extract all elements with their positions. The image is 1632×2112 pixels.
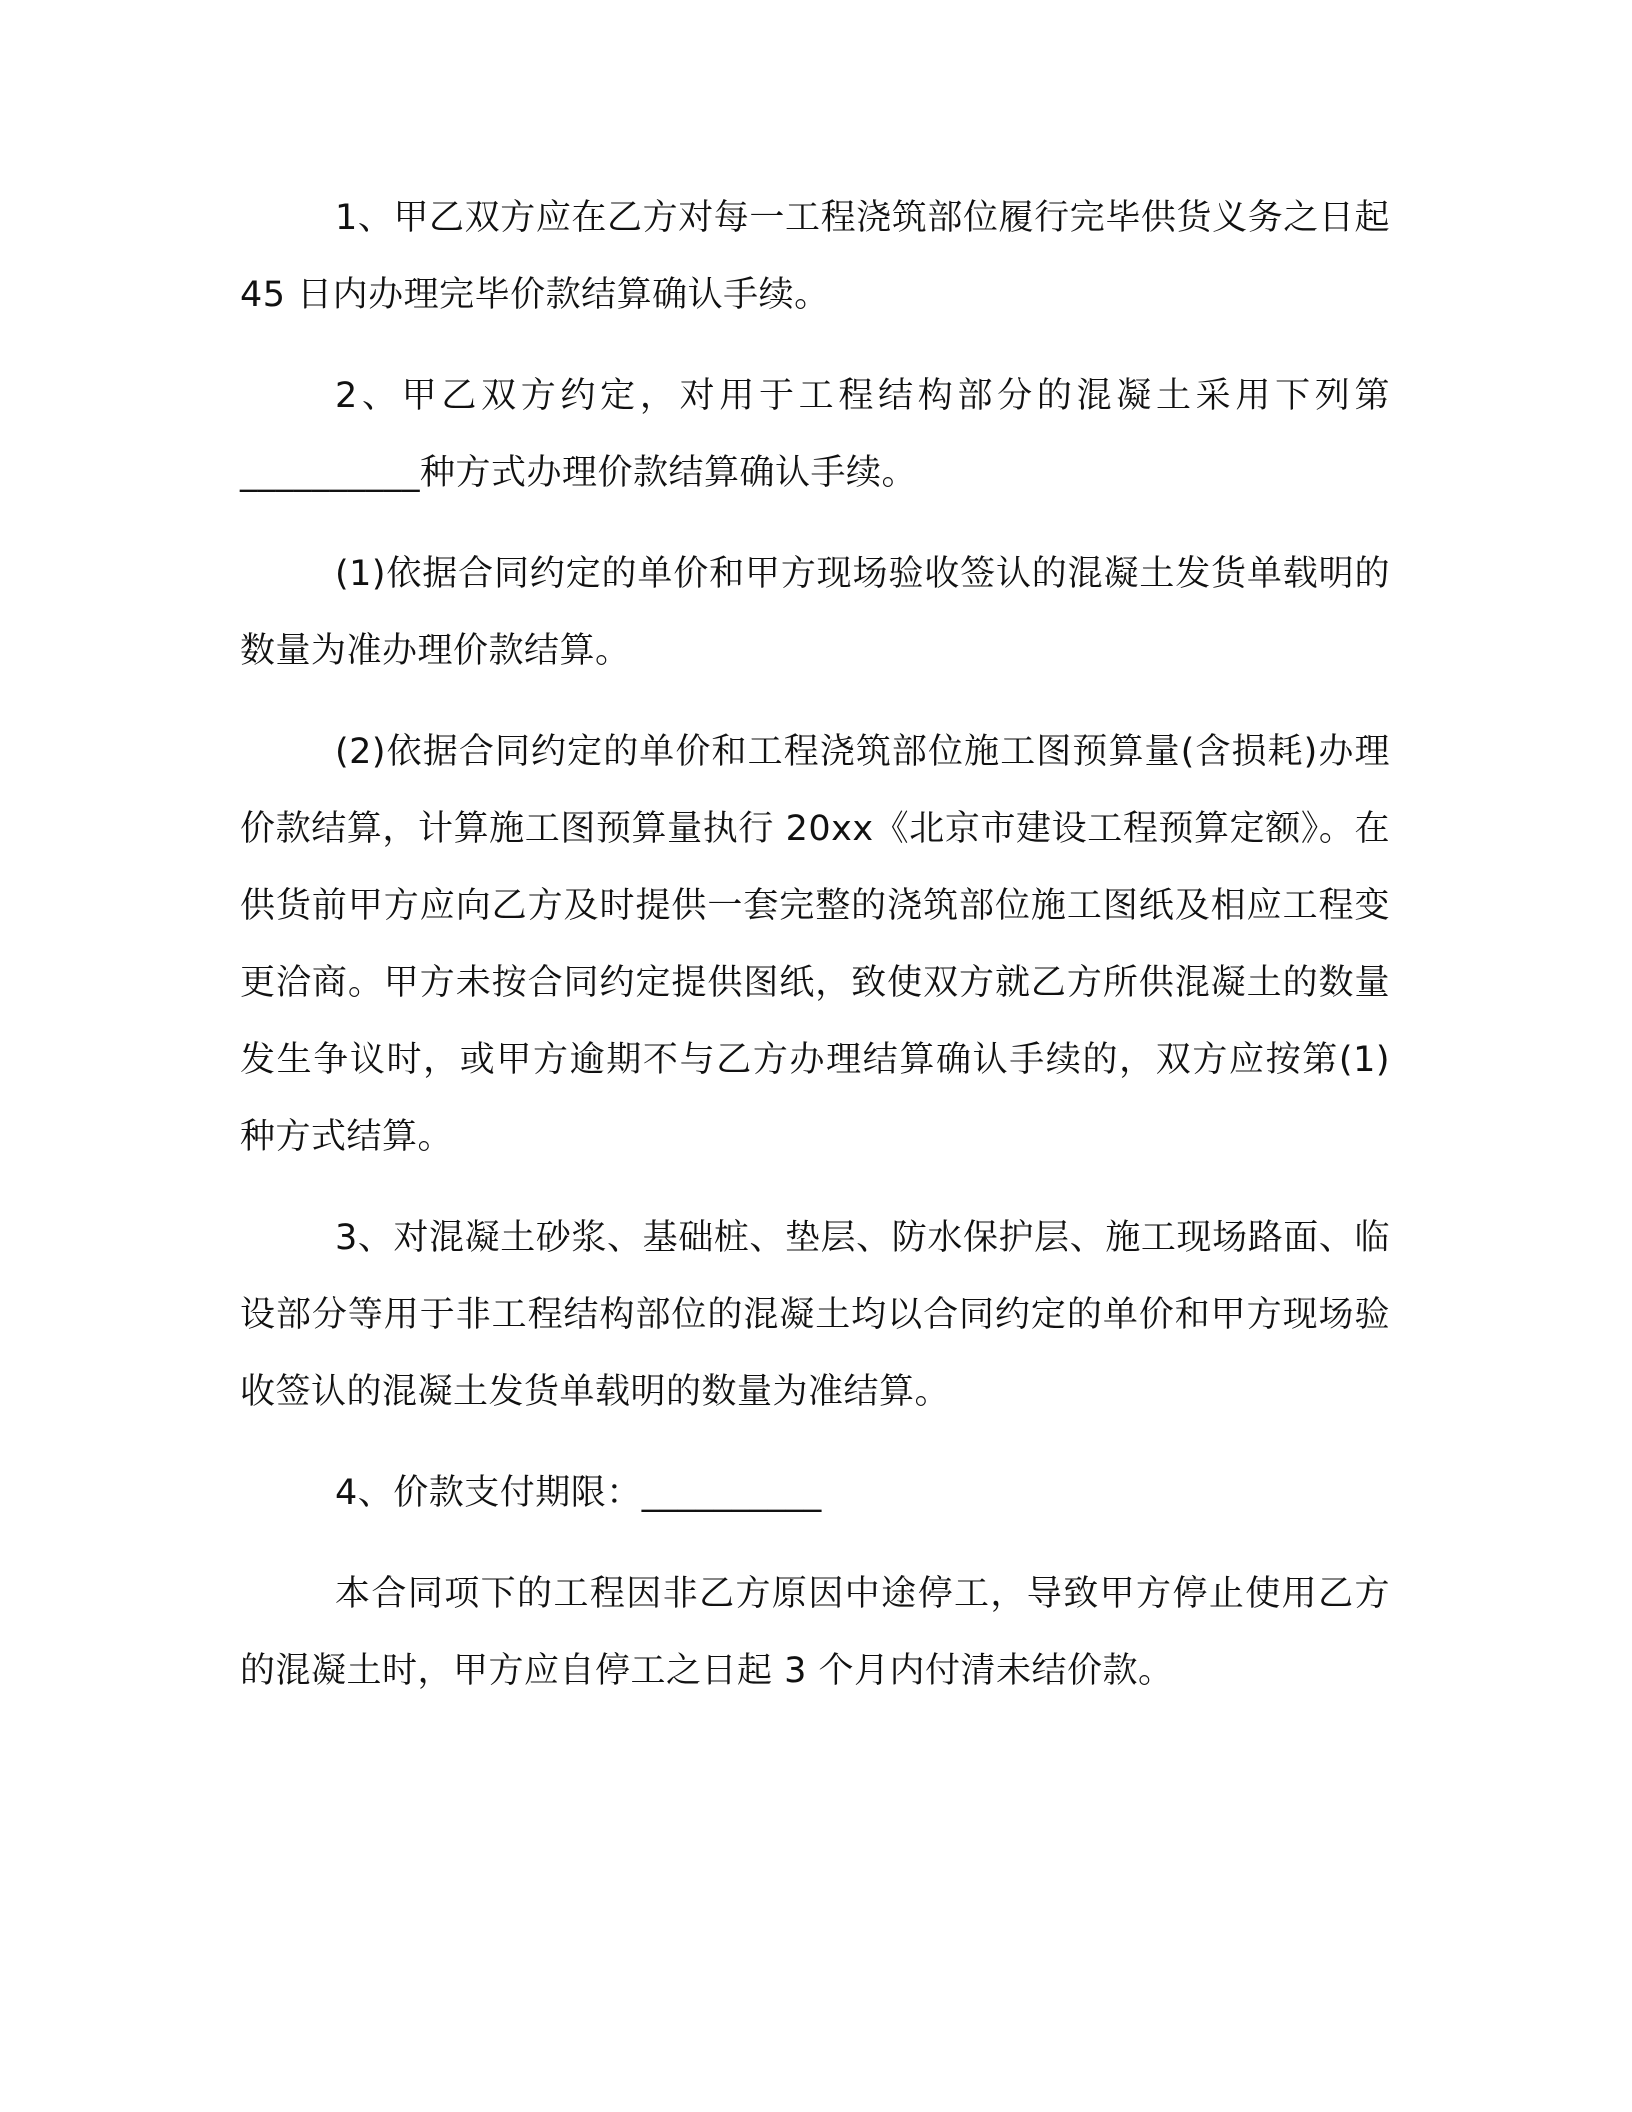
clause-3-paragraph: 3、对混凝土砂浆、基础桩、垫层、防水保护层、施工现场路面、临设部分等用于非工程结构部位的混凝土均以合同约定的单价和甲方现场验收签认的混凝土发货单载明的数量为准结算。 xyxy=(240,1218,1390,1412)
clause-4-paragraph: 4、价款支付期限：__________ xyxy=(335,1473,822,1513)
document-body xyxy=(240,180,1390,1734)
clause-2-option-2-paragraph: (2)依据合同约定的单价和工程浇筑部位施工图预算量(含损耗)办理价款结算，计算施工图预算量执行 20xx《北京市建设工程预算定额》。在供货前甲方应向乙方及时提供一套完整的浇筑部位施工图纸及相应工程变更洽商。甲方未按合同约定提供图纸，致使双方就乙方所供混凝土的数量发生争议时，或甲方逾期不与乙方办理结算确认手续的，双方应按第(1)种方式结算。 xyxy=(240,732,1390,1157)
suspension-payment-paragraph: 本合同项下的工程因非乙方原因中途停工，导致甲方停止使用乙方的混凝土时，甲方应自停工之日起 3 个月内付清未结价款。 xyxy=(240,1574,1390,1691)
clause-2-option-1-paragraph: (1)依据合同约定的单价和甲方现场验收签认的混凝土发货单载明的数量为准办理价款结算。 xyxy=(240,554,1390,671)
clause-2-paragraph: 2、甲乙双方约定，对用于工程结构部分的混凝土采用下列第__________种方式办理价款结算确认手续。 xyxy=(240,376,1390,493)
clause-1-paragraph: 1、甲乙双方应在乙方对每一工程浇筑部位履行完毕供货义务之日起 45 日内办理完毕价款结算确认手续。 xyxy=(240,198,1390,315)
